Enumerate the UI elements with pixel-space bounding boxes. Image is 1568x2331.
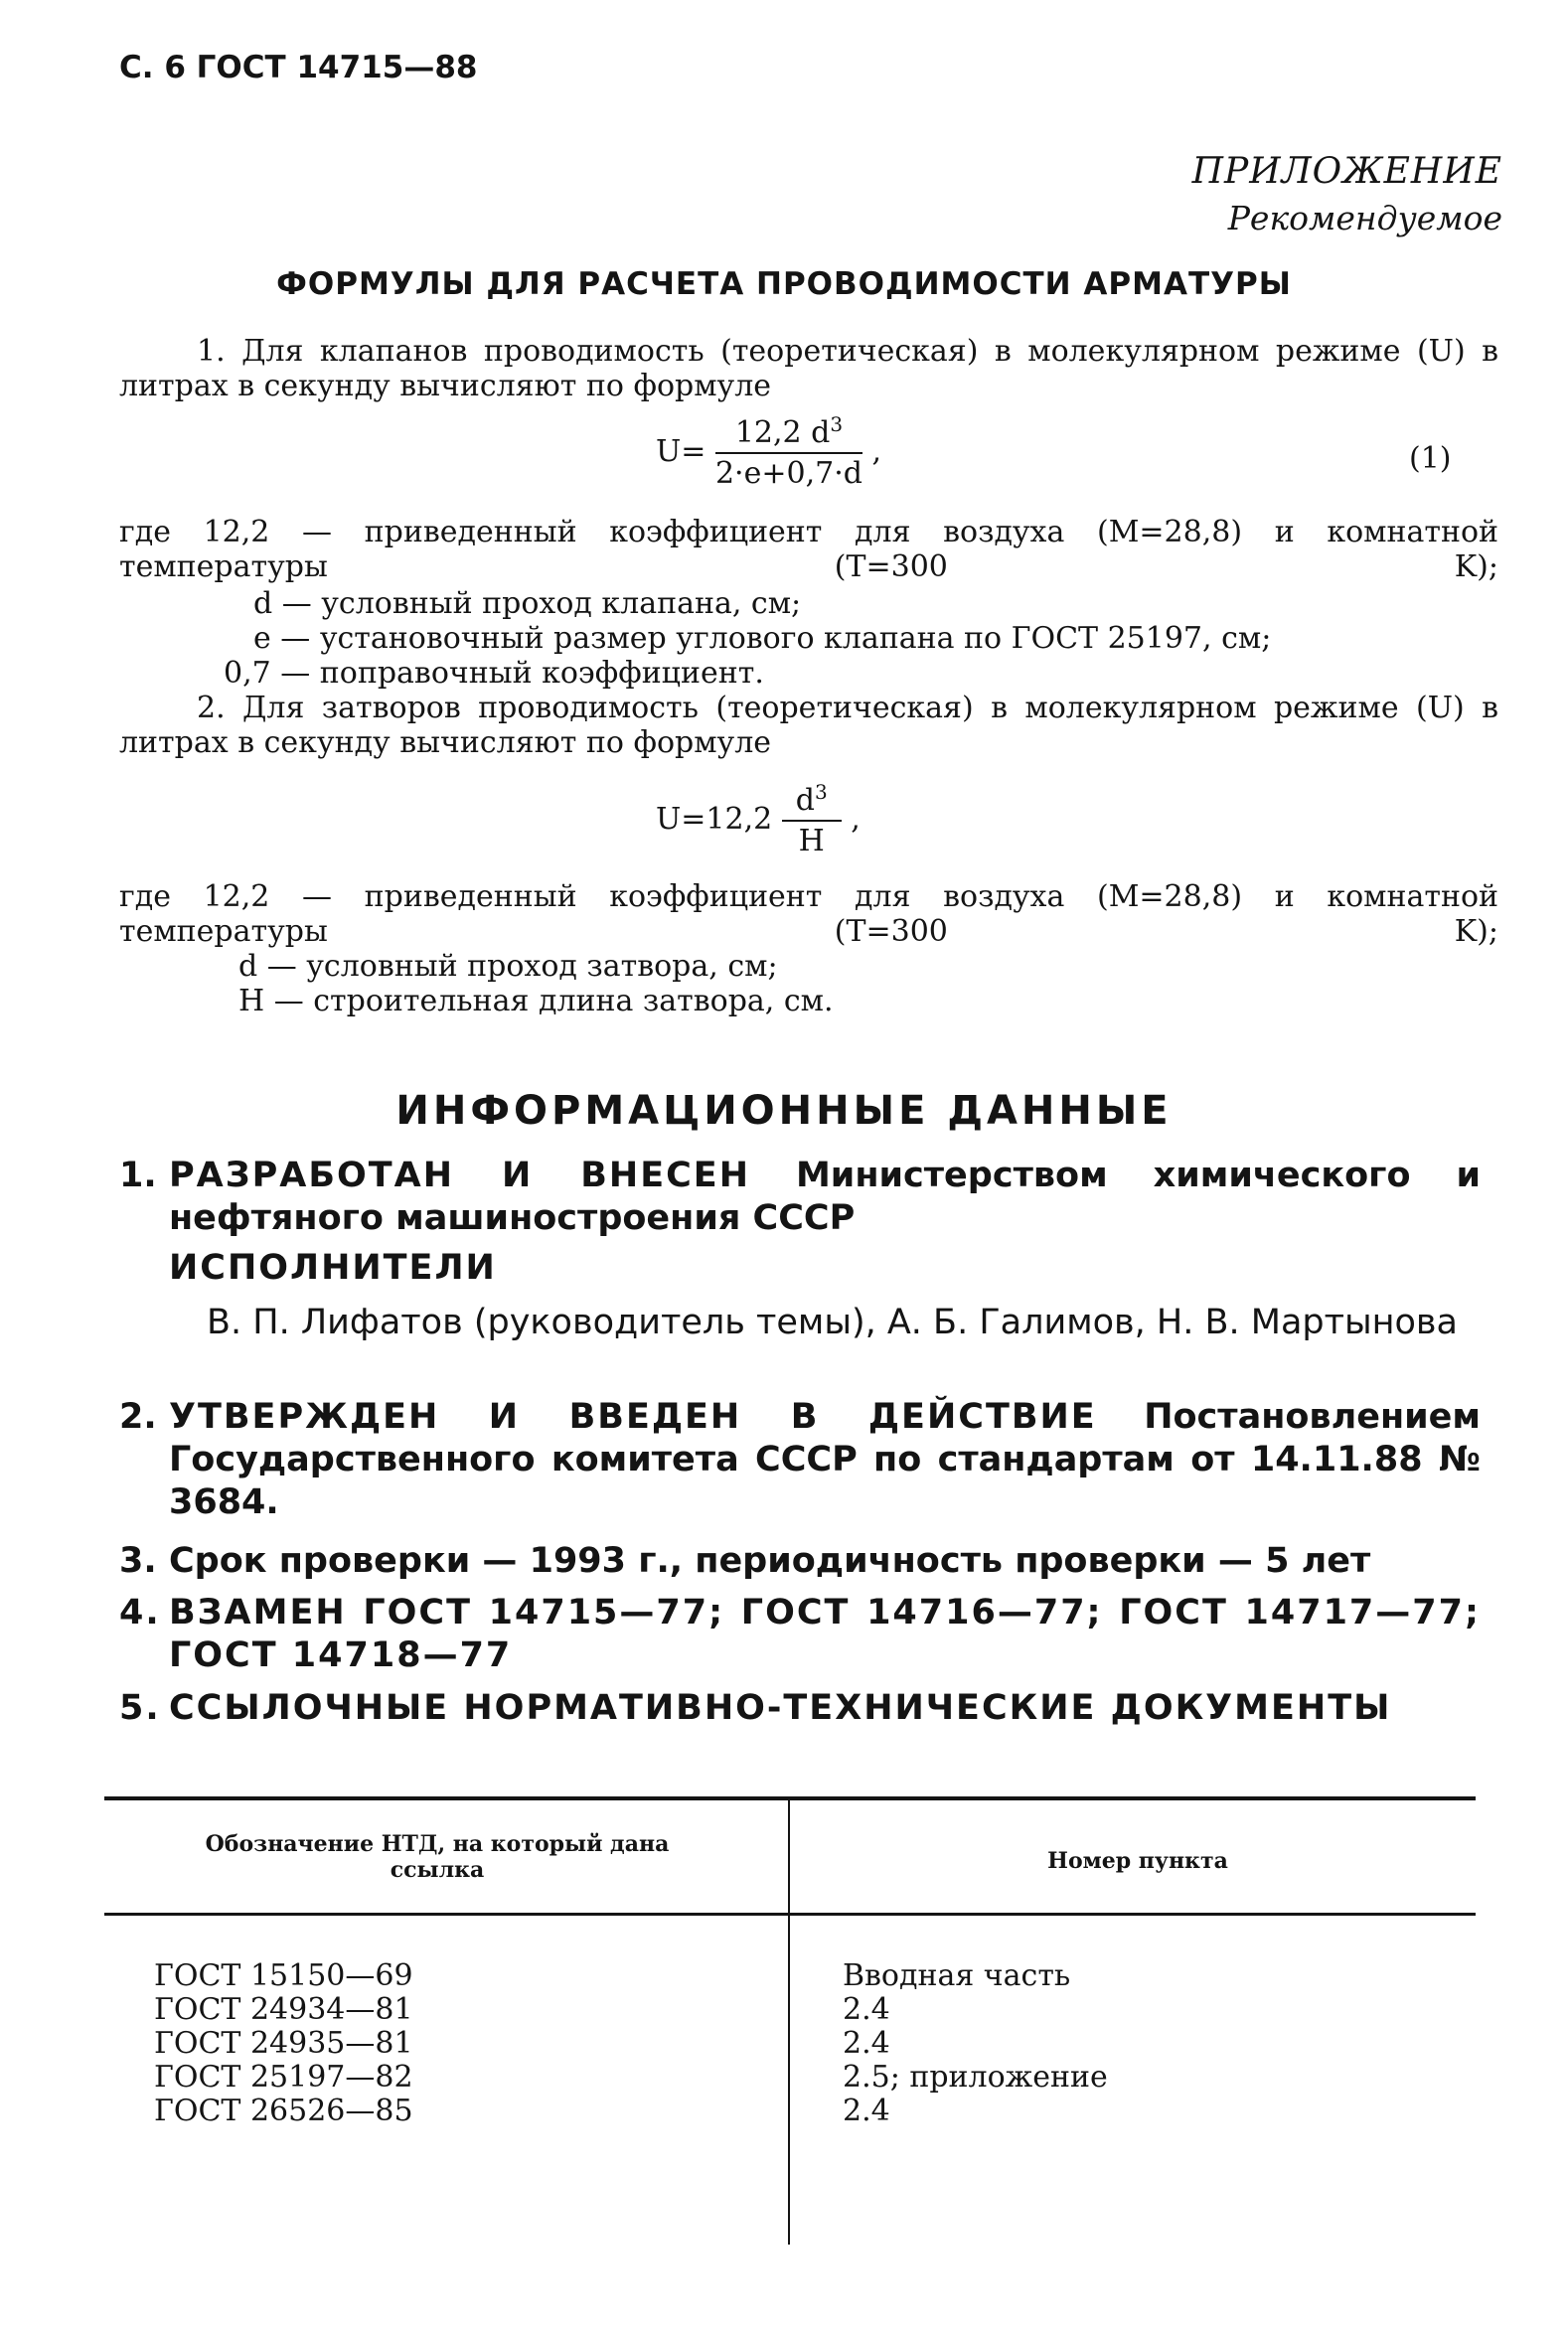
table-header-rule [104, 1913, 1476, 1916]
table-top-rule [104, 1796, 1476, 1800]
executors-names: В. П. Лифатов (руководитель темы), А. Б. Галимов, Н. В. Мартынова [207, 1303, 1459, 1342]
table-cell-item: 2.5; приложение [843, 2060, 1108, 2095]
formula-1-fraction [715, 412, 862, 491]
table-cell-document: ГОСТ 15150—69 [154, 1958, 413, 1993]
info-item-2-text: Постановлением Государственного комитета СССР по стандартам от 14.11.88 № 3684. [169, 1397, 1481, 1522]
executors-label: ИСПОЛНИТЕЛИ [169, 1248, 497, 1288]
info-item-3 [119, 1540, 1481, 1583]
formula-2-lhs: U=12,2 [656, 802, 773, 837]
info-item-5-number: 5. [119, 1688, 161, 1728]
table-cell-item: Вводная часть [843, 1958, 1071, 1993]
paragraph-1: 1. Для клапанов проводимость (теоретическая) в молекулярном режиме (U) в литрах в секунду вычисляют по формуле [119, 334, 1498, 403]
table-cell-item: 2.4 [843, 1992, 890, 2027]
table-cell-document: ГОСТ 24935—81 [154, 2026, 413, 2061]
info-title: ИНФОРМАЦИОННЫЕ ДАННЫЕ [395, 1088, 1173, 1134]
table-cell-document: ГОСТ 25197—82 [154, 2060, 413, 2095]
info-item-5-text: ССЫЛОЧНЫЕ НОРМАТИВНО-ТЕХНИЧЕСКИЕ ДОКУМЕНТЫ [169, 1688, 1392, 1728]
table-column-items [843, 1959, 1108, 2128]
page-header: С. 6 ГОСТ 14715—88 [119, 50, 478, 85]
table-cell-document: ГОСТ 26526—85 [154, 2094, 413, 2128]
formula-1-legend-3: e — установочный размер углового клапана по ГОСТ 25197, см; [253, 621, 1272, 656]
info-item-5 [119, 1687, 1481, 1730]
info-item-3-number: 3. [119, 1541, 157, 1581]
formula-1-lhs: U= [656, 434, 706, 469]
info-item-2-heading: УТВЕРЖДЕН И ВВЕДЕН В ДЕЙСТВИЕ [169, 1397, 1097, 1437]
paragraph-2: 2. Для затворов проводимость (теоретическая) в молекулярном режиме (U) в литрах в секунду вычисляют по формуле [119, 691, 1498, 760]
formula-1-denominator: 2·e+0,7·d [714, 456, 862, 491]
table-header-document: Обозначение НТД, на который дана ссылка [205, 1831, 670, 1883]
appendix-label: ПРИЛОЖЕНИЕ [1191, 151, 1502, 192]
executors-list [207, 1302, 1481, 1344]
formula-1-legend-4: 0,7 — поправочный коэффициент. [224, 656, 764, 691]
formula-2-numerator: $d^3$ [782, 780, 842, 822]
table-cell-item: 2.4 [843, 2026, 890, 2061]
info-item-3-text: Срок проверки — 1993 г., периодичность проверки — 5 лет [169, 1541, 1371, 1581]
info-item-4-number: 4. [119, 1593, 161, 1632]
table-column-documents [154, 1959, 413, 2128]
formula-1 [656, 412, 881, 491]
formula-1-number: (1) [1409, 441, 1452, 476]
formula-2-legend-2: d — условный проход затвора, см; [238, 949, 778, 984]
info-item-4 [119, 1592, 1481, 1677]
info-item-2 [119, 1396, 1481, 1524]
info-item-1-number: 1. [119, 1156, 157, 1195]
formula-2-legend-3: H — строительная длина затвора, см. [238, 984, 834, 1018]
info-item-1-text: Министерством химического и нефтяного машиностроения СССР [169, 1156, 1481, 1238]
formula-1-legend-1: где 12,2 — приведенный коэффициент для воздуха (M=28,8) и комнатной температуры (T=300 K); [119, 515, 1498, 584]
info-item-2-number: 2. [119, 1397, 157, 1437]
info-item-1-heading: РАЗРАБОТАН И ВНЕСЕН [169, 1156, 750, 1195]
formula-1-tail: , [871, 434, 882, 469]
formula-2 [656, 780, 861, 858]
formula-2-fraction [782, 780, 842, 858]
table-cell-item: 2.4 [843, 2094, 890, 2128]
formula-2-legend-1: где 12,2 — приведенный коэффициент для воздуха (M=28,8) и комнатной температуры (T=300 K); [119, 879, 1498, 949]
table-cell-document: ГОСТ 24934—81 [154, 1992, 413, 2027]
info-item-1 [119, 1155, 1481, 1240]
section-title: ФОРМУЛЫ ДЛЯ РАСЧЕТА ПРОВОДИМОСТИ АРМАТУРЫ [276, 266, 1292, 302]
table-header-item: Номер пункта [1047, 1848, 1228, 1874]
formula-1-numerator: 12,2 $d^3$ [715, 412, 862, 454]
formula-2-tail: , [851, 802, 861, 837]
appendix-status: Рекомендуемое [1227, 199, 1502, 237]
formula-2-denominator: H [798, 824, 825, 858]
info-item-2-body [169, 1396, 1481, 1524]
formula-1-legend-2: d — условный проход клапана, см; [253, 586, 802, 621]
info-item-1-body [169, 1155, 1481, 1240]
info-item-4-text: ВЗАМЕН ГОСТ 14715—77; ГОСТ 14716—77; ГОСТ 14717—77; ГОСТ 14718—77 [169, 1593, 1481, 1675]
